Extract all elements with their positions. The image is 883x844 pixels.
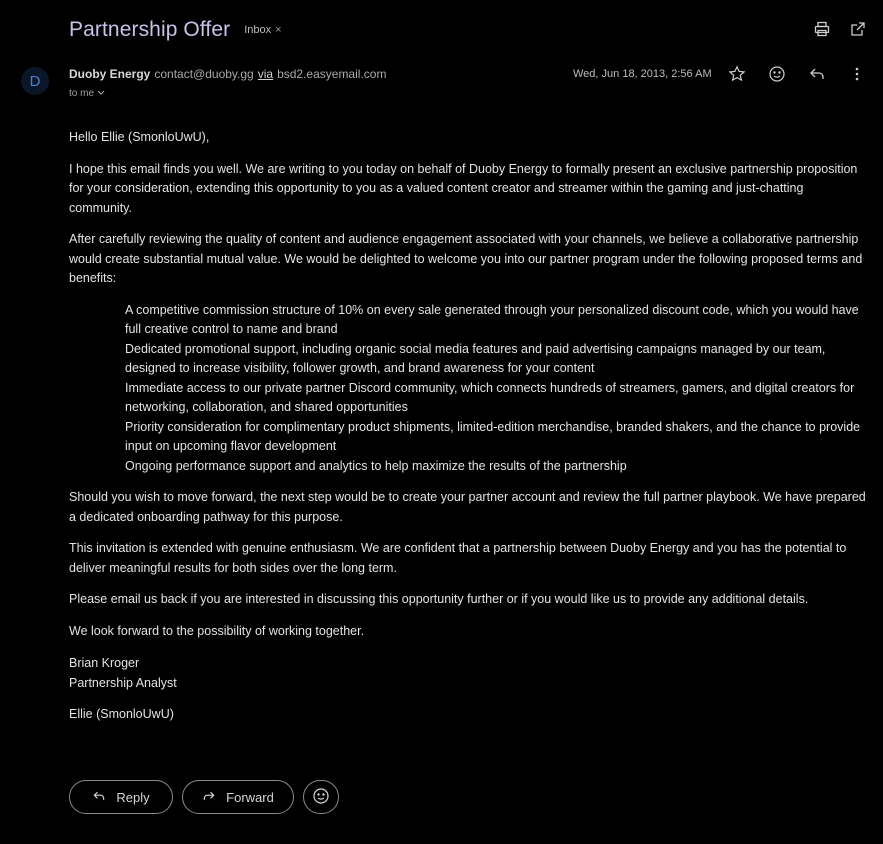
reply-button-label: Reply	[116, 789, 150, 805]
reply-icon	[92, 789, 106, 806]
recipient-row[interactable]	[69, 88, 105, 99]
signature-title: Partnership Analyst	[69, 676, 177, 690]
list-item: Ongoing performance support and analytics to help maximize the results of the partnership	[125, 458, 627, 473]
closing-line: Ellie (SmonloUwU)	[69, 707, 174, 721]
emoji-icon	[312, 787, 330, 808]
list-item: A competitive commission structure of 10% on every sale generated through your personalized discount code, which you would have full creative control to name and brand	[125, 302, 859, 336]
forward-button[interactable]	[182, 780, 294, 814]
subject-row	[69, 18, 282, 42]
star-icon[interactable]	[727, 64, 747, 84]
body-paragraph-3: Should you wish to move forward, the next step would be to create your partner account and review the full partner playbook. We have prepared a dedicated onboarding pathway for this purpose.	[69, 490, 866, 524]
open-in-new-window-icon[interactable]	[849, 20, 867, 38]
emoji-reaction-button[interactable]	[303, 780, 339, 814]
sender-email: contact@duoby.gg	[154, 67, 254, 81]
email-body	[69, 128, 867, 737]
top-toolbar	[813, 20, 867, 38]
body-paragraph-2: After carefully reviewing the quality of content and audience engagement associated with your channels, we believe a collaborative partnership would create substantial mutual value. We would be delighted to welcome you into our partner program under the following proposed terms and benefits:	[69, 232, 863, 285]
body-paragraph-1: I hope this email finds you well. We are writing to you today on behalf of Duoby Energy to formally present an exclusive partnership proposition for your consideration, extending this opportunity to you as a valued content creator and streamer within the gaming and just-chatting community.	[69, 161, 858, 215]
signature	[69, 653, 867, 693]
via-domain: bsd2.easyemail.com	[277, 67, 387, 81]
list-item: Dedicated promotional support, including organic social media features and paid advertising campaigns managed by our team, designed to increase visibility, follower growth, and brand awareness for your content	[125, 341, 826, 375]
reply-actions	[69, 780, 339, 814]
sender-name: Duoby Energy	[69, 67, 151, 81]
sender-avatar: D	[21, 67, 49, 95]
more-options-icon[interactable]	[847, 64, 867, 84]
forward-icon	[202, 789, 216, 806]
signature-name: Brian Kroger	[69, 656, 140, 670]
forward-button-label: Forward	[226, 789, 274, 805]
print-icon[interactable]	[813, 20, 831, 38]
body-paragraph-6: We look forward to the possibility of working together.	[69, 623, 365, 638]
recipient-text: to me	[69, 88, 95, 99]
body-paragraph-5: Please email us back if you are interested in discussing this opportunity further or if you would like us to provide any additional details.	[69, 592, 809, 606]
greeting: Hello Ellie (SmonloUwU),	[69, 130, 210, 144]
add-reaction-icon[interactable]	[767, 64, 787, 84]
remove-label-icon[interactable]: ×	[275, 24, 282, 36]
message-actions	[727, 64, 867, 84]
email-date: Wed, Jun 18, 2013, 2:56 AM	[573, 68, 712, 80]
chevron-down-icon[interactable]	[97, 88, 105, 99]
sender-row	[69, 67, 386, 81]
list-item: Immediate access to our private partner Discord community, which connects hundreds of streamers, gamers, and digital creators for networking, collaboration, and shared opportunities	[125, 380, 855, 414]
inbox-label: Inbox	[244, 24, 272, 36]
reply-button[interactable]	[69, 780, 173, 814]
list-item: Priority consideration for complimentary product shipments, limited-edition merchandise, branded shakers, and the chance to provide input on upcoming flavor development	[125, 419, 861, 453]
benefits-list	[69, 301, 867, 477]
body-paragraph-4: This invitation is extended with genuine enthusiasm. We are confident that a partnership between Duoby Energy and you has the potential to deliver meaningful results for both sides over the long term.	[69, 541, 847, 575]
inbox-label-chip[interactable]	[244, 24, 281, 36]
reply-icon[interactable]	[807, 64, 827, 84]
via-link[interactable]: via	[257, 67, 274, 81]
email-subject: Partnership Offer	[69, 18, 231, 41]
